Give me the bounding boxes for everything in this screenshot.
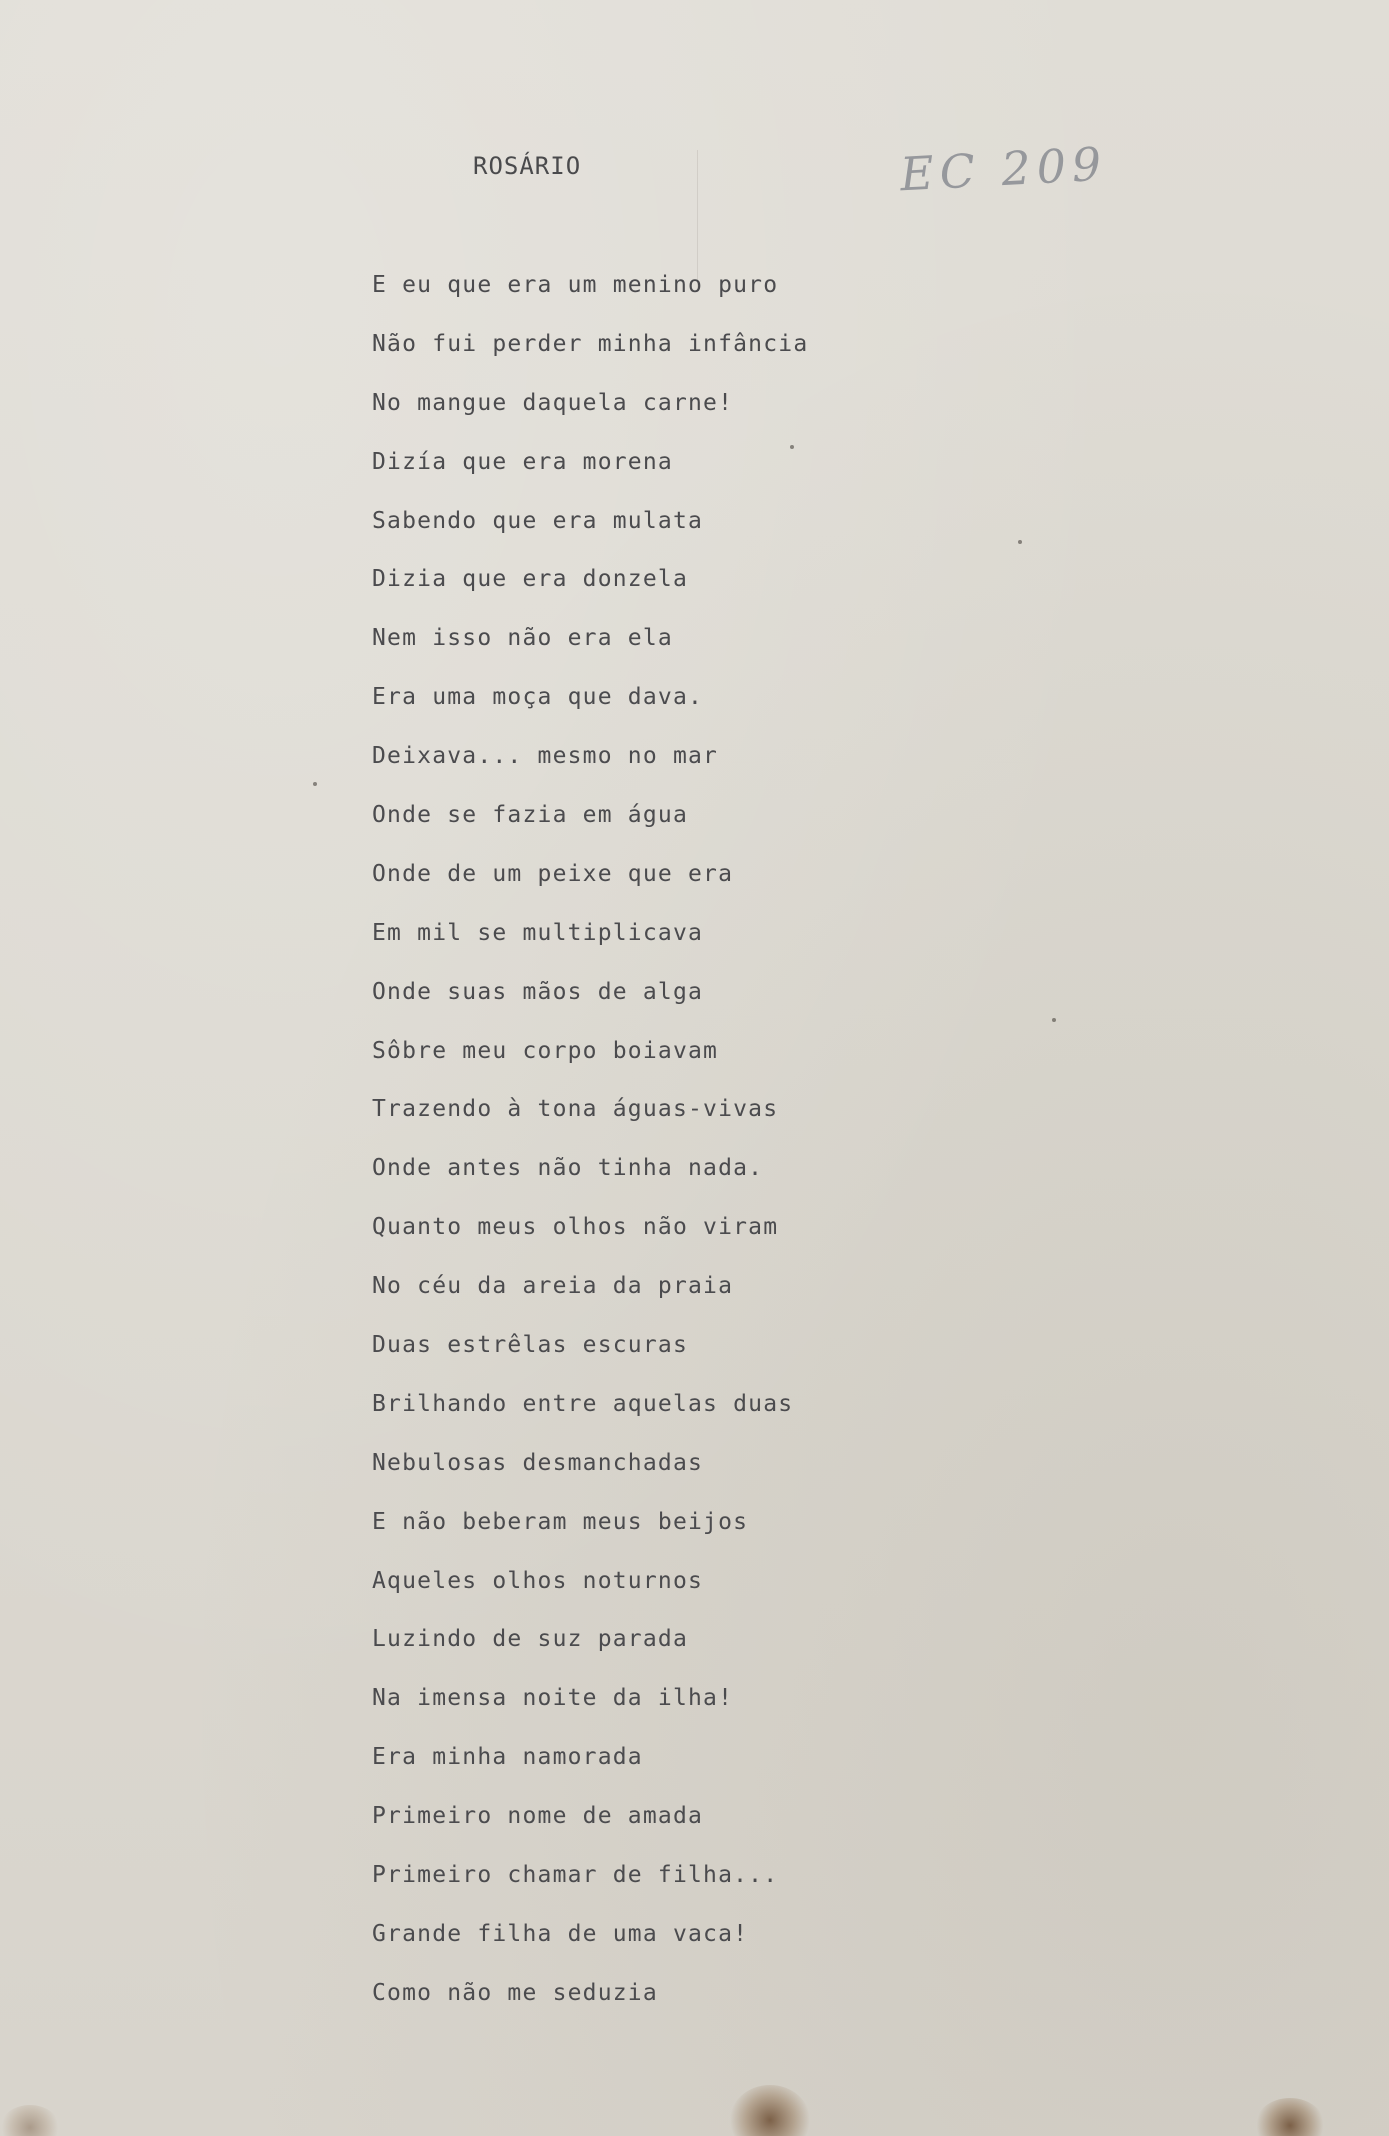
ink-speck [790,445,794,449]
ink-speck [313,782,317,786]
poem-line: Duas estrêlas escuras [372,1332,688,1359]
poem-line: Primeiro nome de amada [372,1803,704,1830]
poem-line: Onde suas mãos de alga [372,978,704,1005]
poem-line: Trazendo à tona águas-vivas [372,1096,779,1123]
poem-line: Brilhando entre aquelas duas [372,1390,794,1417]
poem-line: Onde antes não tinha nada. [372,1155,764,1182]
poem-line: No mangue daquela carne! [372,389,734,416]
poem-title: ROSÁRIO [473,152,582,180]
poem-line: Em mil se multiplicava [372,919,704,946]
poem-body [372,270,992,2037]
poem-line: Na imensa noite da ilha! [372,1685,734,1712]
poem-line: Nebulosas desmanchadas [372,1449,704,1476]
poem-line: Era uma moça que dava. [372,684,704,711]
poem-line: Primeiro chamar de filha... [372,1862,779,1889]
poem-line: Nem isso não era ela [372,625,673,652]
poem-line: Não fui perder minha infância [372,330,809,357]
poem-line: E eu que era um menino puro [372,272,779,298]
poem-line: Onde se fazia em água [372,802,688,829]
poem-line: Aqueles olhos noturnos [372,1567,704,1594]
poem-line: Era minha namorada [372,1744,643,1771]
poem-line: Sabendo que era mulata [372,507,704,534]
poem-line: Dizia que era donzela [372,566,688,593]
stain-mark [0,2105,60,2136]
poem-line: Deixava... mesmo no mar [372,743,719,770]
poem-line: Sôbre meu corpo boiavam [372,1037,719,1064]
paper-crease [697,150,698,290]
handwritten-archive-code: EC 209 [898,136,1109,202]
stain-mark [1255,2098,1325,2136]
ink-speck [1018,540,1022,544]
poem-line: Onde de um peixe que era [372,860,734,887]
poem-line: Dizía que era morena [372,448,673,475]
ink-speck [1052,1018,1056,1022]
poem-line: Quanto meus olhos não viram [372,1214,779,1241]
poem-line: Como não me seduzia [372,1979,658,2006]
poem-line: E não beberam meus beijos [372,1508,749,1535]
stain-mark [730,2085,810,2136]
poem-line: Luzindo de suz parada [372,1626,688,1653]
poem-line: Grande filha de uma vaca! [372,1920,749,1947]
poem-line: No céu da areia da praia [372,1273,734,1300]
